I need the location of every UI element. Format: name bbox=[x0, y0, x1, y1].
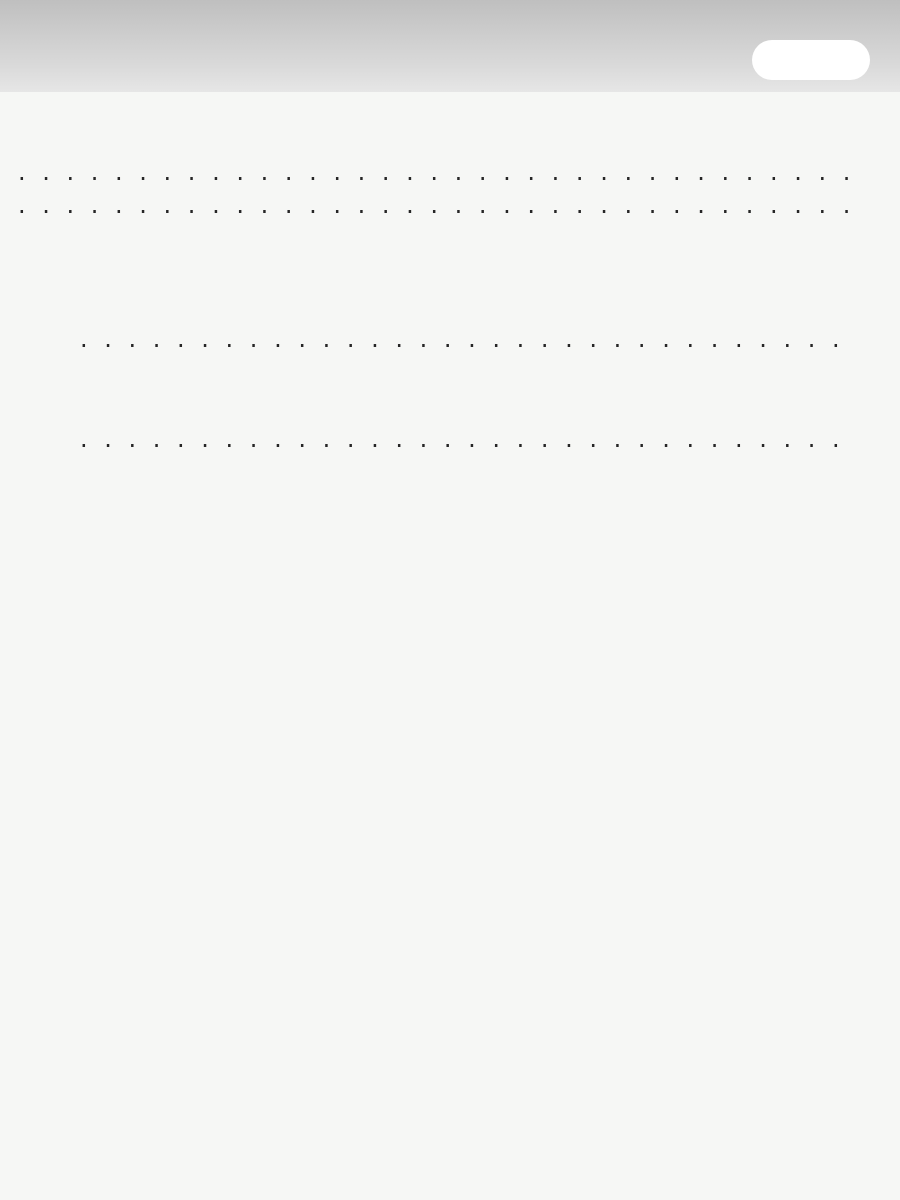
toc-entry-group bbox=[16, 223, 860, 256]
toc-entry-group bbox=[16, 256, 860, 289]
table-of-contents bbox=[16, 112, 860, 457]
toc-entry-group bbox=[16, 356, 860, 389]
page-number bbox=[752, 40, 870, 80]
toc-subentry[interactable] bbox=[16, 423, 860, 456]
toc-entry-group-cont bbox=[16, 390, 860, 423]
toc-entry[interactable] bbox=[16, 189, 860, 222]
toc-entry[interactable] bbox=[16, 156, 860, 189]
dot-leader bbox=[80, 423, 858, 456]
toc-subentry bbox=[16, 290, 860, 323]
toc-subentry[interactable] bbox=[16, 323, 860, 356]
dot-leader bbox=[80, 323, 858, 356]
dot-leader bbox=[18, 156, 858, 189]
dot-leader bbox=[18, 189, 858, 222]
